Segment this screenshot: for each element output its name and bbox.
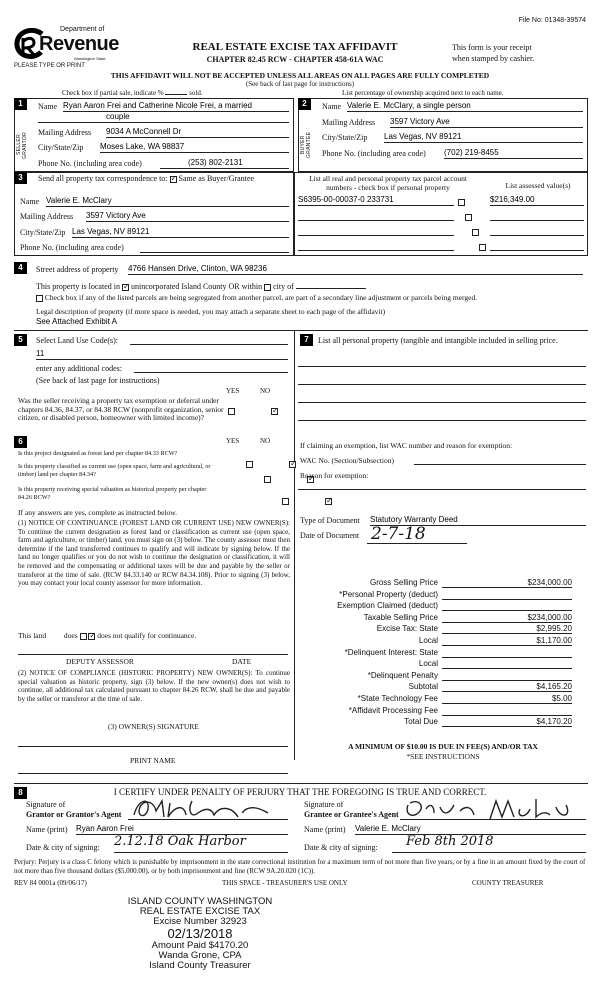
form-title: REAL ESTATE EXCISE TAX AFFIDAVIT [192, 41, 398, 53]
land-does-checkbox[interactable] [80, 633, 87, 640]
segregated-row [36, 293, 477, 302]
seller-phone-value[interactable]: (253) 802-2131 [160, 158, 289, 169]
s5-question: Was the seller receiving a property tax exemption or deferral under chapters 84.36, 84.37, or 84.38 RCW (nonprofit organization, senior citizen, or disabled person, homeowner with limited income)? [18, 396, 224, 422]
land-qualify-row [18, 631, 196, 640]
section-4-number: 4 [14, 262, 27, 274]
s6-yes: YES [226, 437, 240, 445]
tax-row-value[interactable]: $234,000.00 [442, 613, 572, 623]
s6-instruct: If any answers are yes, complete as instructed below. [18, 508, 178, 517]
grantee-signature[interactable] [400, 795, 586, 820]
section-7-number: 7 [300, 334, 313, 346]
perjury-text: Perjury: Perjury is a class C felony which is punishable by imprisonment in the state correctional institution for a maximum term of not more than five years, or by a fine in an amount fixed by the court of not more than five thousand dollars ($5,000.00), or by both imprisonment and fine (RCW 9A.20.020 (1C)). [14, 858, 586, 875]
personal-line-1[interactable] [298, 366, 586, 367]
same-as-buyer-checkbox[interactable] [170, 176, 177, 183]
corr-mail-value[interactable]: 3597 Victory Ave [86, 211, 289, 222]
section-3-number: 3 [14, 172, 27, 184]
receipt-note-2: when stamped by cashier. [452, 54, 535, 63]
tax-row-value[interactable]: $4,165.20 [442, 682, 572, 692]
reason-label: Reason for exemption: [300, 471, 369, 480]
top-rule-5-7 [14, 330, 588, 331]
corr-city-value[interactable]: Las Vegas, NV 89121 [72, 227, 289, 238]
tax-row-label: Gross Selling Price [369, 578, 438, 587]
personal-line-2[interactable] [298, 384, 586, 385]
section-8-rule [14, 783, 588, 784]
grantor-sig-label-2: Grantor or Grantor's Agent [26, 810, 122, 819]
land-use-label: Select Land Use Code(s): [36, 336, 118, 345]
see-back-top: (See back of last page for instructions) [245, 80, 355, 88]
s6-q1: Is this project designated as forest land per chapter 84.33 RCW? [18, 450, 178, 457]
minimum-due: A MINIMUM OF $10.00 IS DUE IN FEE(S) AND/OR TAX [348, 742, 538, 751]
s6-q1-no[interactable] [289, 461, 296, 468]
personal-property-checkbox[interactable] [479, 244, 486, 251]
section-6-number: 6 [14, 436, 27, 448]
stamp-line-5: Amount Paid $4170.20 [151, 940, 249, 951]
unincorporated-checkbox[interactable] [122, 284, 129, 291]
s5-see-back: (See back of last page for instructions) [36, 376, 160, 385]
s3-name-label: Name [20, 197, 40, 206]
tax-row-label: Exemption Claimed (deduct) [337, 601, 438, 611]
street-label: Street address of property [36, 265, 119, 274]
assessed-header: List assessed value(s) [505, 181, 571, 190]
s2-city-label: City/State/Zip [322, 133, 368, 142]
located-city: city of [273, 282, 294, 291]
corr-name-value[interactable]: Valerie E. McClary [46, 196, 289, 207]
logo-state: Washington State [74, 56, 106, 61]
grantee-name-label: Name (print) [304, 825, 346, 834]
s3-phone-label: Phone No. (including area code) [20, 243, 124, 252]
street-value[interactable]: 4766 Hansen Drive, Clinton, WA 98236 [128, 264, 583, 275]
land-does: does [63, 631, 78, 640]
notice-compliance: (2) NOTICE OF COMPLIANCE (HISTORIC PROPERTY) NEW OWNER(S): To continue special valuation as historic property, sign (3) below. If the new owner(s) does not wish to continue, all additional tax calculated pursuant to chapter 84.26 RCW, shall be due and payable by the seller or transferor at the time of sale. [18, 669, 290, 703]
tax-row-value[interactable] [442, 601, 572, 611]
see-instructions: *SEE INSTRUCTIONS [406, 752, 480, 761]
send-correspondence [38, 174, 254, 183]
s6-q2-yes[interactable] [264, 476, 271, 483]
deputy-line[interactable] [18, 654, 288, 655]
assessed-value[interactable] [490, 210, 584, 221]
section-1-number: 1 [14, 98, 27, 110]
segregated-text: Check box if any of the listed parcels are being segregated from another parcel, are part of a secondary line adjustment or parcels being merged. [44, 293, 478, 302]
tax-row-label: *Affidavit Processing Fee [348, 705, 438, 715]
segregated-checkbox[interactable] [36, 295, 43, 302]
s2-name-label: Name [322, 102, 342, 111]
stamp-line-4: 02/13/2018 [167, 926, 233, 941]
s6-q3-no[interactable] [325, 498, 332, 505]
located-prefix: This property is located in [36, 282, 120, 291]
doc-type-value[interactable]: Statutory Warranty Deed [370, 515, 586, 526]
print-name-line[interactable] [18, 773, 288, 774]
doc-date-label: Date of Document [300, 531, 360, 540]
s1-phone-label: Phone No. (including area code) [38, 159, 142, 168]
stamp-line-7: Island County Treasurer [149, 960, 251, 971]
section-8-number: 8 [14, 787, 27, 799]
logo-dept: Department of [60, 26, 105, 33]
form-subtitle: CHAPTER 82.45 RCW - CHAPTER 458-61A WAC [206, 55, 384, 64]
s5-yes-checkbox[interactable] [228, 408, 235, 415]
personal-property-checkbox[interactable] [458, 199, 465, 206]
partial-sale-label: Check box if partial sale, indicate % [62, 89, 164, 97]
wac-value[interactable] [414, 456, 586, 465]
legal-value[interactable]: See Attached Exhibit A [36, 317, 117, 326]
ownership-note: List percentage of ownership acquired next to each name. [342, 89, 504, 97]
grantee-sig-label-1: Signature of [304, 800, 344, 809]
tax-row-label: Excise Tax: State [376, 624, 438, 634]
tax-row-label: Local [418, 659, 438, 669]
land-use-line [130, 344, 288, 345]
parcel-number[interactable] [298, 240, 454, 251]
tax-row-label: Subtotal [408, 682, 438, 692]
s5-no: NO [260, 387, 271, 395]
buyer-mail-value[interactable]: 3597 Victory Ave [390, 117, 583, 128]
s2-mail-label: Mailing Address [322, 118, 376, 127]
seller-mail-value[interactable]: 9034 A McConnell Dr [106, 127, 289, 138]
city-checkbox[interactable] [264, 284, 271, 291]
grantee-date-value[interactable]: Feb 8th 2018 [392, 834, 586, 853]
city-value[interactable] [296, 281, 366, 289]
grantee-signature-icon [400, 795, 580, 823]
personal-property-checkbox[interactable] [472, 229, 479, 236]
s5-no-checkbox[interactable] [271, 408, 278, 415]
tax-row-label: *State Technology Fee [357, 694, 438, 703]
seller-name-value[interactable]: Ryan Aaron Frei and Catherine Nicole Frei, a married [63, 101, 289, 112]
land-line-2: qualify for continuance. [124, 631, 197, 640]
exemption-label: If claiming an exemption, list WAC number and reason for exemption: [300, 441, 513, 450]
legal-label: Legal description of property (if more space is needed, you may attach a separate sheet to each page of the affidavit) [36, 307, 386, 316]
reason-line-1[interactable] [298, 489, 586, 490]
warning-text: THIS AFFIDAVIT WILL NOT BE ACCEPTED UNLESS ALL AREAS ON ALL PAGES ARE FULLY COMPLETED [110, 71, 490, 80]
rev-number: REV 84 0001a (09/06/17) [14, 879, 87, 887]
tax-row-value[interactable]: $234,000.00 [442, 578, 572, 588]
grantor-name-value[interactable]: Ryan Aaron Frei [76, 824, 288, 835]
seller-city-value[interactable]: Moses Lake, WA 98837 [100, 142, 289, 153]
s6-no: NO [260, 437, 271, 445]
partial-sale-suffix: sold. [189, 89, 203, 97]
buyer-grantee-label: BUYER GRANTEE [300, 131, 312, 159]
grantor-name-label: Name (print) [26, 825, 68, 834]
s6-q2: Is this property classified as current use (open space, farm and agricultural, or timber) land per chapter 84.34? [18, 463, 211, 478]
seller-name-cont[interactable]: couple [38, 112, 289, 123]
grantee-name-value[interactable]: Valerie E. McClary [355, 824, 586, 835]
s6-q3-yes[interactable] [282, 498, 289, 505]
tax-row-value[interactable]: $5.00 [442, 694, 572, 704]
located-mid: unincorporated Island County OR within [130, 282, 263, 291]
grantee-date-label: Date & city of signing: [304, 843, 378, 852]
additional-codes-value[interactable] [134, 364, 288, 373]
s2-phone-label: Phone No. (including area code) [322, 149, 426, 158]
assessed-value[interactable]: $216,349.00 [490, 195, 584, 206]
parcel-number[interactable] [298, 225, 454, 236]
tax-row-label: *Delinquent Interest: State [344, 647, 438, 657]
notice-continuance: (1) NOTICE OF CONTINUANCE (FOREST LAND OR CURRENT USE) NEW OWNER(S): To continue the current designation as forest land or classification as current use (open space, farm and agriculture, or timber) land, you must sign on (3) below. The county assessor must then determine if the land transferred continues to qualify and will indicate by signing below. If the land no longer qualifies or you do not wish to continue the designation or classification, it will be removed and the compensating or additional taxes will be due and payable by the seller or transferor at the time of sale. (RCW 84.33.140 or RCW 84.34.108). Prior to signing (3) below, you may contact your local county assessor for more information. [18, 519, 290, 588]
grantor-signature-icon [128, 795, 278, 823]
assessed-value[interactable] [490, 225, 584, 236]
s6-q3: Is this property receiving special valuation as historical property per chapter 84.26 RCW? [18, 486, 207, 501]
personal-property-checkbox[interactable] [465, 214, 472, 221]
receipt-note-1: This form is your receipt [452, 43, 532, 52]
parcel-number[interactable] [298, 210, 454, 221]
s5-yes: YES [226, 387, 240, 395]
stamp-line-2: REAL ESTATE EXCISE TAX [139, 906, 261, 917]
s1-city-label: City/State/Zip [38, 143, 84, 152]
file-number: File No: 01348-39574 [518, 17, 586, 24]
buyer-phone-value[interactable]: (702) 219-8455 [444, 148, 583, 159]
stamp-line-6: Wanda Grone, CPA [158, 950, 242, 961]
certify-text: I CERTIFY UNDER PENALTY OF PERJURY THAT THE FOREGOING IS TRUE AND CORRECT. [113, 787, 487, 797]
s3-mail-label: Mailing Address [20, 212, 74, 221]
tax-row-value[interactable]: $2,995.20 [442, 624, 572, 634]
grantee-sig-label-2: Grantee or Grantee's Agent [304, 810, 399, 819]
s6-q1-yes[interactable] [246, 461, 253, 468]
s1-mail-label: Mailing Address [38, 128, 92, 137]
owner-sig-label: (3) OWNER(S) SIGNATURE [108, 722, 199, 731]
tax-row-value[interactable] [442, 590, 572, 600]
tax-row-label: *Delinquent Penalty [367, 670, 438, 680]
print-name-label: PRINT NAME [130, 756, 176, 765]
grantor-date-label: Date & city of signing: [26, 843, 100, 852]
corr-phone-value[interactable] [140, 242, 289, 253]
doc-type-label: Type of Document [300, 516, 360, 525]
land-does-not: does not [97, 631, 123, 640]
land-line-1: This land [18, 631, 47, 640]
tax-row-label: Local [418, 636, 438, 645]
wac-label: WAC No. (Section/Subsection) [300, 456, 394, 465]
personal-property-label: List all personal property (tangible and intangible included in selling price. [318, 336, 558, 345]
parcels-header: List all real and personal property tax parcel account numbers - check box if personal property [309, 174, 467, 192]
logo-revenue: Revenue [39, 33, 119, 55]
excise-stamp [90, 897, 310, 971]
middle-divider [294, 330, 295, 760]
county-treasurer: COUNTY TREASURER [472, 879, 544, 887]
stamp-line-1: ISLAND COUNTY WASHINGTON [127, 896, 273, 907]
deputy-date-label: DATE [232, 657, 252, 666]
stamp-line-3: Excise Number 32923 [153, 916, 247, 927]
land-use-value[interactable]: 11 [36, 349, 288, 360]
tax-row-label: *Personal Property (deduct) [339, 589, 438, 599]
tax-row-label: Total Due [404, 717, 438, 727]
buyer-name-value[interactable]: Valerie E. McClary, a single person [347, 101, 583, 112]
tax-row-value[interactable]: $1,170.00 [442, 636, 572, 646]
parcel-number[interactable]: S6395-00-00037-0 233731 [298, 195, 454, 206]
please-type: PLEASE TYPE OR PRINT [14, 63, 85, 69]
assessed-value[interactable] [490, 240, 584, 251]
located-row [36, 281, 366, 291]
deputy-label: DEPUTY ASSESSOR [66, 657, 134, 666]
owner-sig-line[interactable] [18, 746, 288, 747]
revenue-logo [14, 26, 124, 64]
tax-row-value[interactable] [442, 648, 572, 658]
partial-sale-row [62, 89, 592, 97]
tax-row-value[interactable]: $4,170.20 [442, 717, 572, 727]
tax-row-value[interactable] [442, 671, 572, 681]
personal-line-3[interactable] [298, 402, 586, 403]
doc-date-value[interactable]: 2-7-18 [367, 524, 467, 544]
section-2-number: 2 [298, 98, 311, 110]
buyer-city-value[interactable]: Las Vegas, NV 89121 [384, 132, 583, 143]
treasurer-space: THIS SPACE - TREASURER'S USE ONLY [222, 879, 348, 887]
grantor-date-value[interactable]: 2.12.18 Oak Harbor [114, 834, 288, 853]
grantor-sig-label-1: Signature of [26, 800, 66, 809]
personal-line-4[interactable] [298, 420, 586, 421]
grantor-signature[interactable] [128, 795, 288, 820]
seller-grantor-label: SELLER GRANTOR [16, 131, 28, 159]
land-does-not-checkbox[interactable] [88, 633, 95, 640]
s1-name-label: Name [38, 102, 58, 111]
tax-row-label: Taxable Selling Price [363, 612, 438, 622]
same-as-buyer-label: Same as Buyer/Grantee [178, 174, 255, 183]
s3-city-label: City/State/Zip [20, 228, 66, 237]
tax-row-value[interactable] [442, 706, 572, 716]
send-label: Send all property tax correspondence to: [38, 174, 168, 183]
tax-row-value[interactable] [442, 659, 572, 669]
additional-codes-label: enter any additional codes: [36, 364, 122, 373]
section-5-number: 5 [14, 334, 27, 346]
